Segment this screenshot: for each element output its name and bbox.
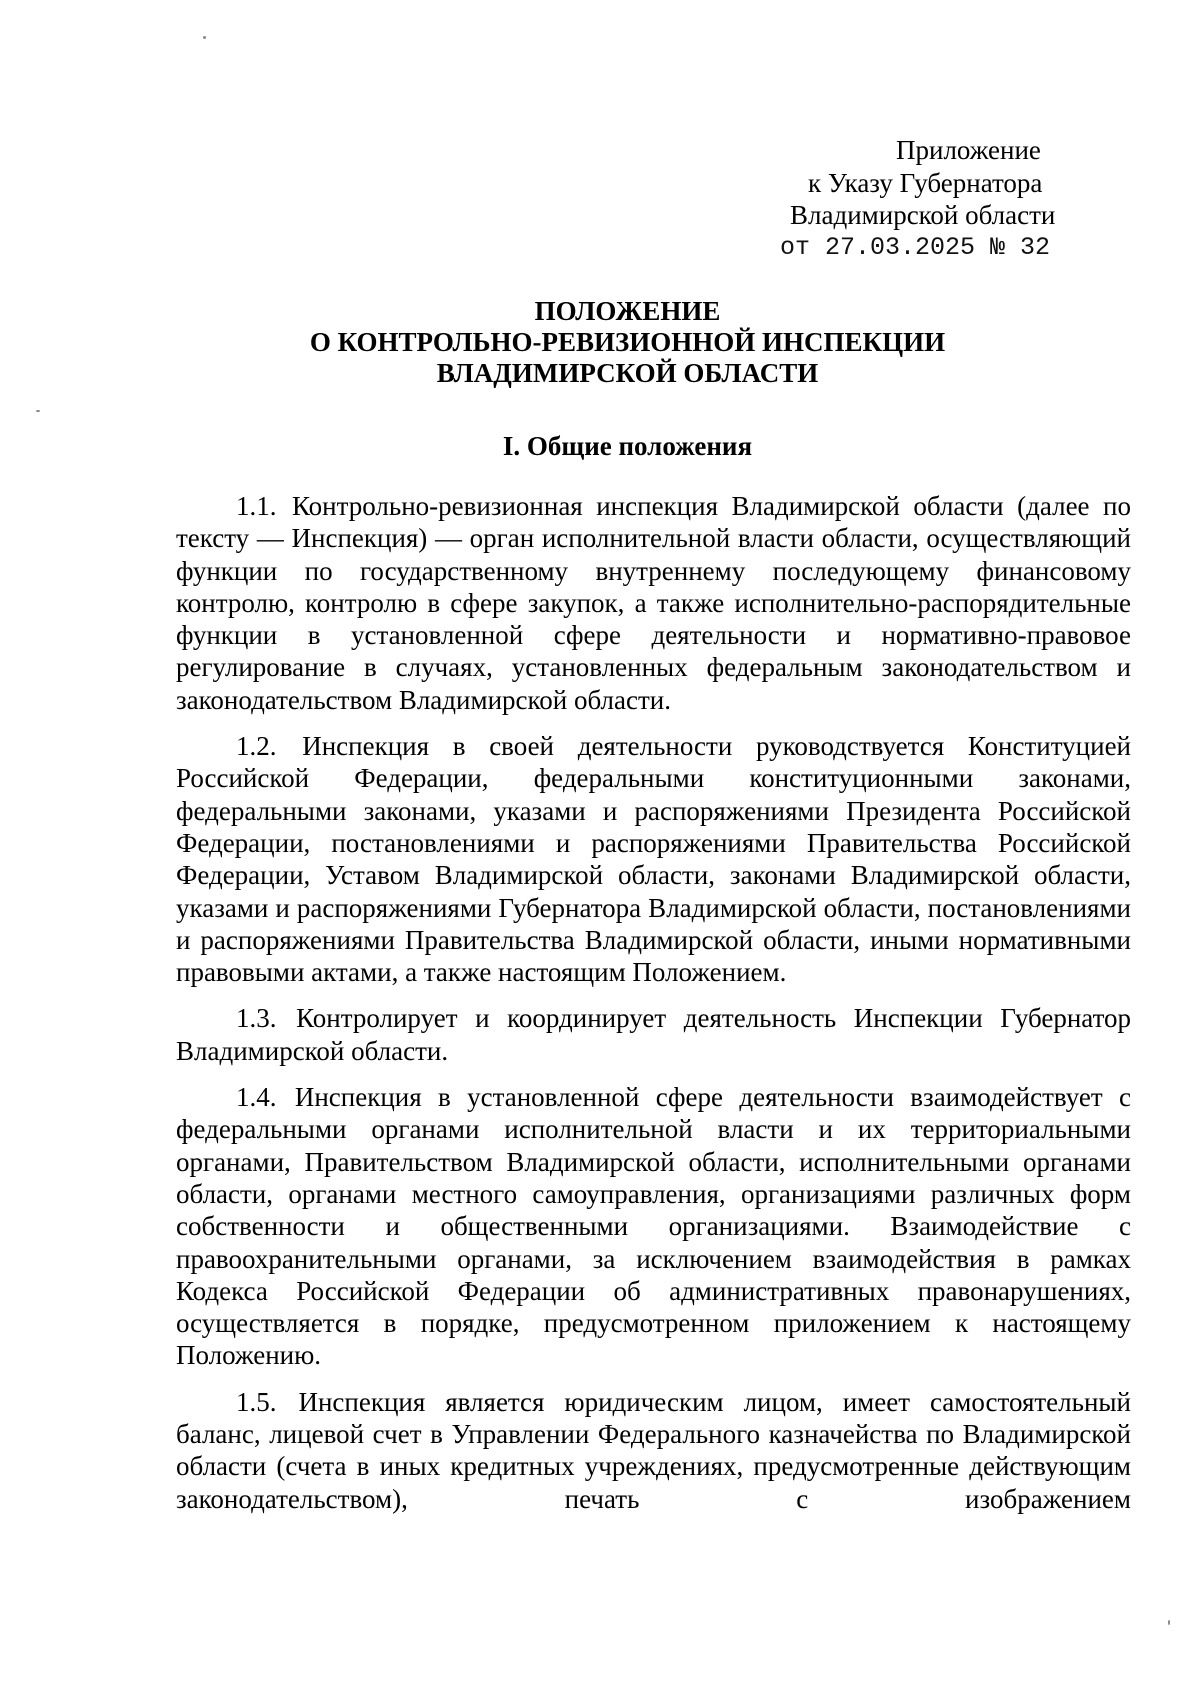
title-line-1: ПОЛОЖЕНИЕ bbox=[534, 296, 721, 326]
document-title bbox=[175, 296, 1080, 389]
paragraph-number: 1.2. bbox=[236, 731, 277, 762]
paragraph-1-5 bbox=[176, 1386, 1131, 1515]
scan-speck bbox=[1168, 1620, 1170, 1625]
paragraph-number: 1.5. bbox=[236, 1386, 277, 1417]
appendix-date-number: от 27.03.2025 № 32 bbox=[780, 232, 1051, 262]
paragraph-1-2 bbox=[176, 730, 1131, 988]
appendix-region: Владимирской области bbox=[790, 200, 1056, 230]
title-line-2: О КОНТРОЛЬНО-РЕВИЗИОННОЙ ИНСПЕКЦИИ bbox=[309, 327, 946, 357]
appendix-decree-ref: к Указу Губернатора bbox=[808, 167, 1043, 198]
section-heading: I. Общие положения bbox=[502, 431, 753, 461]
paragraph-number: 1.1. bbox=[236, 491, 277, 521]
appendix-label: Приложение bbox=[896, 135, 1041, 165]
appendix-block bbox=[780, 134, 1140, 264]
paragraph-text: Контролирует и координирует деятельность Инспекции Губернатор Владимирской области. bbox=[176, 1003, 1132, 1066]
paragraph-number: 1.4. bbox=[236, 1082, 277, 1113]
paragraph-number: 1.3. bbox=[236, 1003, 277, 1034]
scan-speck bbox=[203, 36, 206, 39]
paragraph-text: Инспекция в установленной сфере деятельности взаимодействует с федеральными органами исполнительной власти и их территориальными органами, Правительством Владимирской области, исполнительными органами области, органами местного самоуправления, организациями различных форм собственности и общественными организациями. Взаимодействие с правоохранительными органами, за исключением взаимодействия в рамках Кодекса Российской Федерации об административных правонарушениях, осуществляется в порядке, предусмотренном приложением к настоящему Положению. bbox=[176, 1082, 1131, 1371]
paragraph-1-4 bbox=[176, 1081, 1131, 1372]
paragraph-text: Контрольно-ревизионная инспекция Владимирской области (далее по тексту — Инспекция) — орган исполнительной власти области, осуществляющий функции по государственному внутреннему последующему финансовому контролю, контролю в сфере закупок, а также исполнительно-распорядительные функции в установленной сфере деятельности и нормативно-правовое регулирование в случаях, установленных федеральным законодательством и законодательством Владимирской области. bbox=[176, 491, 1131, 715]
scan-speck bbox=[36, 410, 40, 412]
paragraph-text: Инспекция является юридическим лицом, имеет самостоятельный баланс, лицевой счет в Управлении Федерального казначейства по Владимирской области (счета в иных кредитных учреждениях, предусмотренные действующим законодательством), печать с изображением bbox=[176, 1386, 1131, 1514]
paragraph-1-3 bbox=[176, 1002, 1131, 1067]
document-body bbox=[176, 490, 1131, 1529]
paragraph-1-1 bbox=[176, 490, 1131, 716]
title-line-3: ВЛАДИМИРСКОЙ ОБЛАСТИ bbox=[436, 358, 819, 388]
paragraph-text: Инспекция в своей деятельности руководствуется Конституцией Российской Федерации, федеральными конституционными законами, федеральными законами, указами и распоряжениями Президента Российской Федерации, постановлениями и распоряжениями Правительства Российской Федерации, Уставом Владимирской области, законами Владимирской области, указами и распоряжениями Губернатора Владимирской области, постановлениями и распоряжениями Правительства Владимирской области, иными нормативными правовыми актами, а также настоящим Положением. bbox=[176, 731, 1131, 988]
